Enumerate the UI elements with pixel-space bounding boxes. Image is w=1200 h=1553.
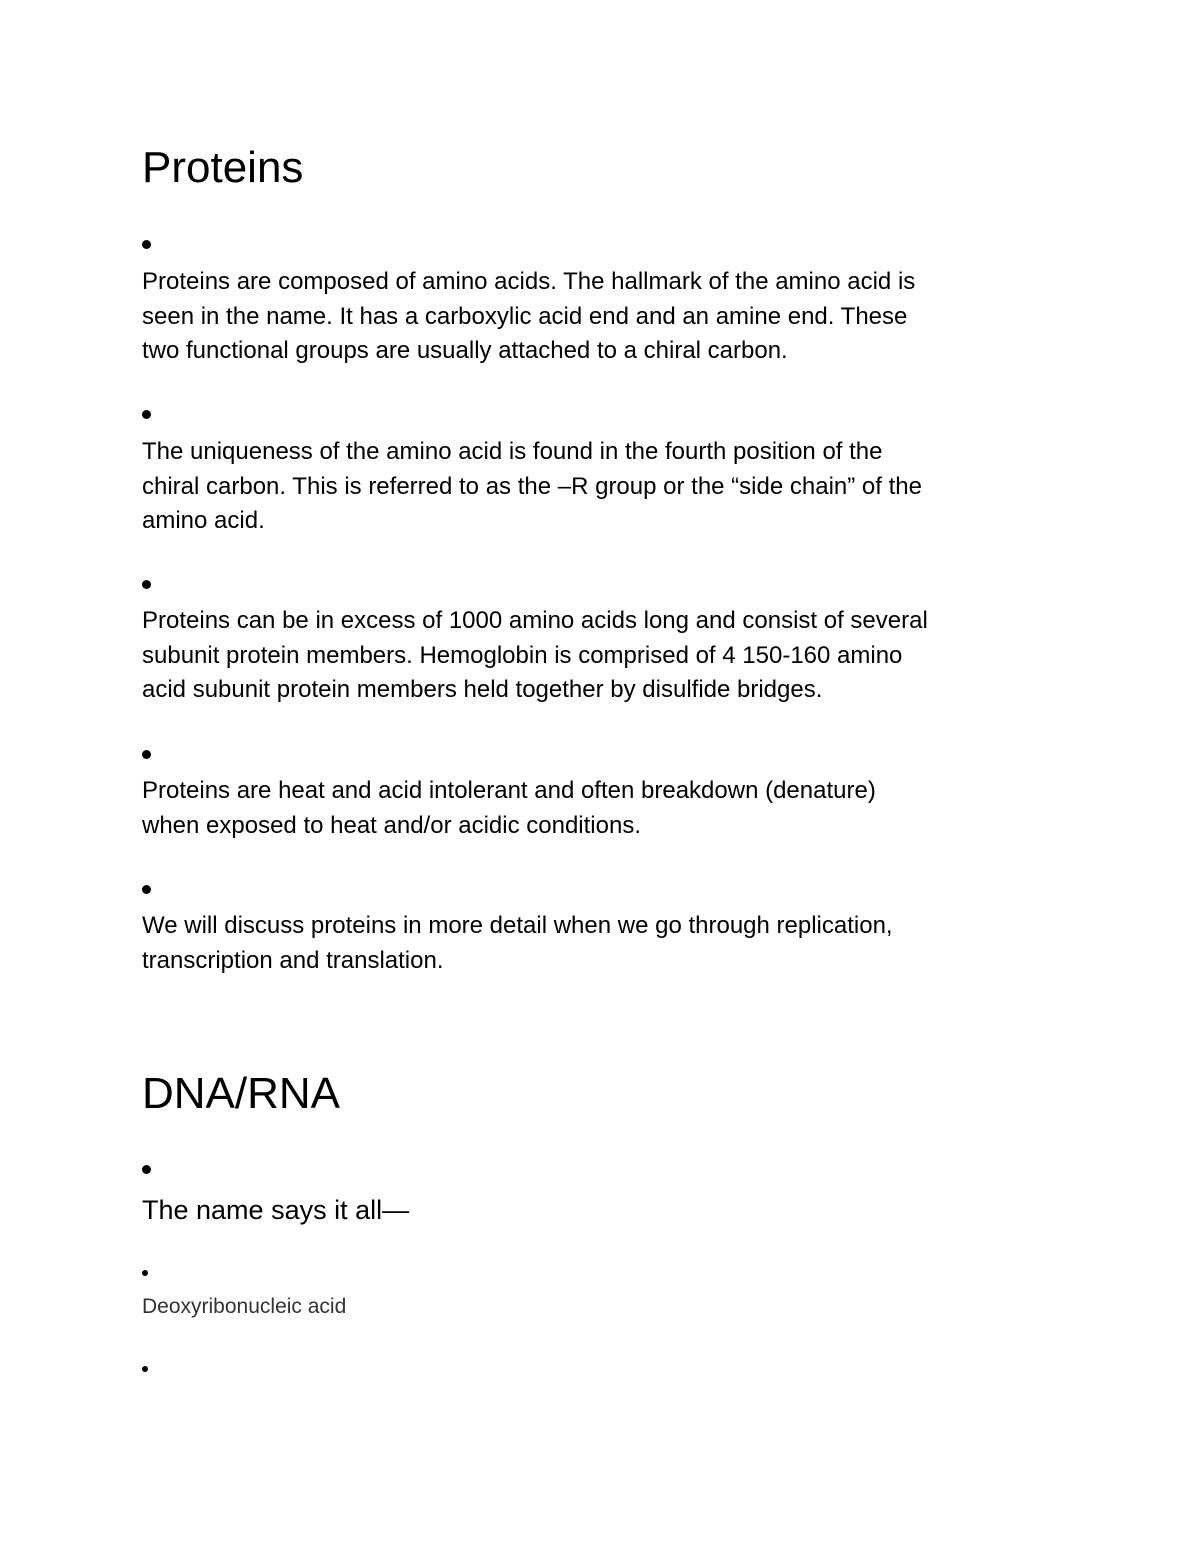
dna-rna-paragraph-1: The name says it all— (142, 1195, 410, 1225)
dna-rna-paragraph-2: Deoxyribonucleic acid (142, 1295, 347, 1318)
bullet-icon (142, 1366, 148, 1372)
proteins-paragraph-5: We will discuss proteins in more detail when we go through replication, transcription and translation. (142, 912, 893, 974)
proteins-paragraph-4: Proteins are heat and acid intolerant and often breakdown (denature) when exposed to heat and/or acidic conditions. (142, 777, 876, 839)
bullet-icon (142, 885, 151, 894)
proteins-paragraph-1: Proteins are composed of amino acids. The hallmark of the amino acid is seen in the name. It has a carboxylic acid end and an amine end. These two functional groups are usually attached to a chiral carbon. (142, 268, 916, 365)
bullet-icon (142, 240, 151, 249)
section-heading-proteins: Proteins (142, 143, 304, 192)
bullet-icon (142, 750, 151, 759)
bullet-icon (142, 580, 151, 589)
bullet-icon (142, 1165, 151, 1174)
bullet-icon (142, 1270, 148, 1276)
proteins-paragraph-2: The uniqueness of the amino acid is found in the fourth position of the chiral carbon. This is referred to as the –R group or the “side chain” of the amino acid. (142, 438, 922, 535)
bullet-icon (142, 410, 151, 419)
section-heading-dna-rna: DNA/RNA (142, 1069, 341, 1118)
proteins-paragraph-3: Proteins can be in excess of 1000 amino acids long and consist of several subunit protein members. Hemoglobin is comprised of 4 150-160 amino acid subunit protein members held together by disulfide bridges. (142, 607, 928, 704)
